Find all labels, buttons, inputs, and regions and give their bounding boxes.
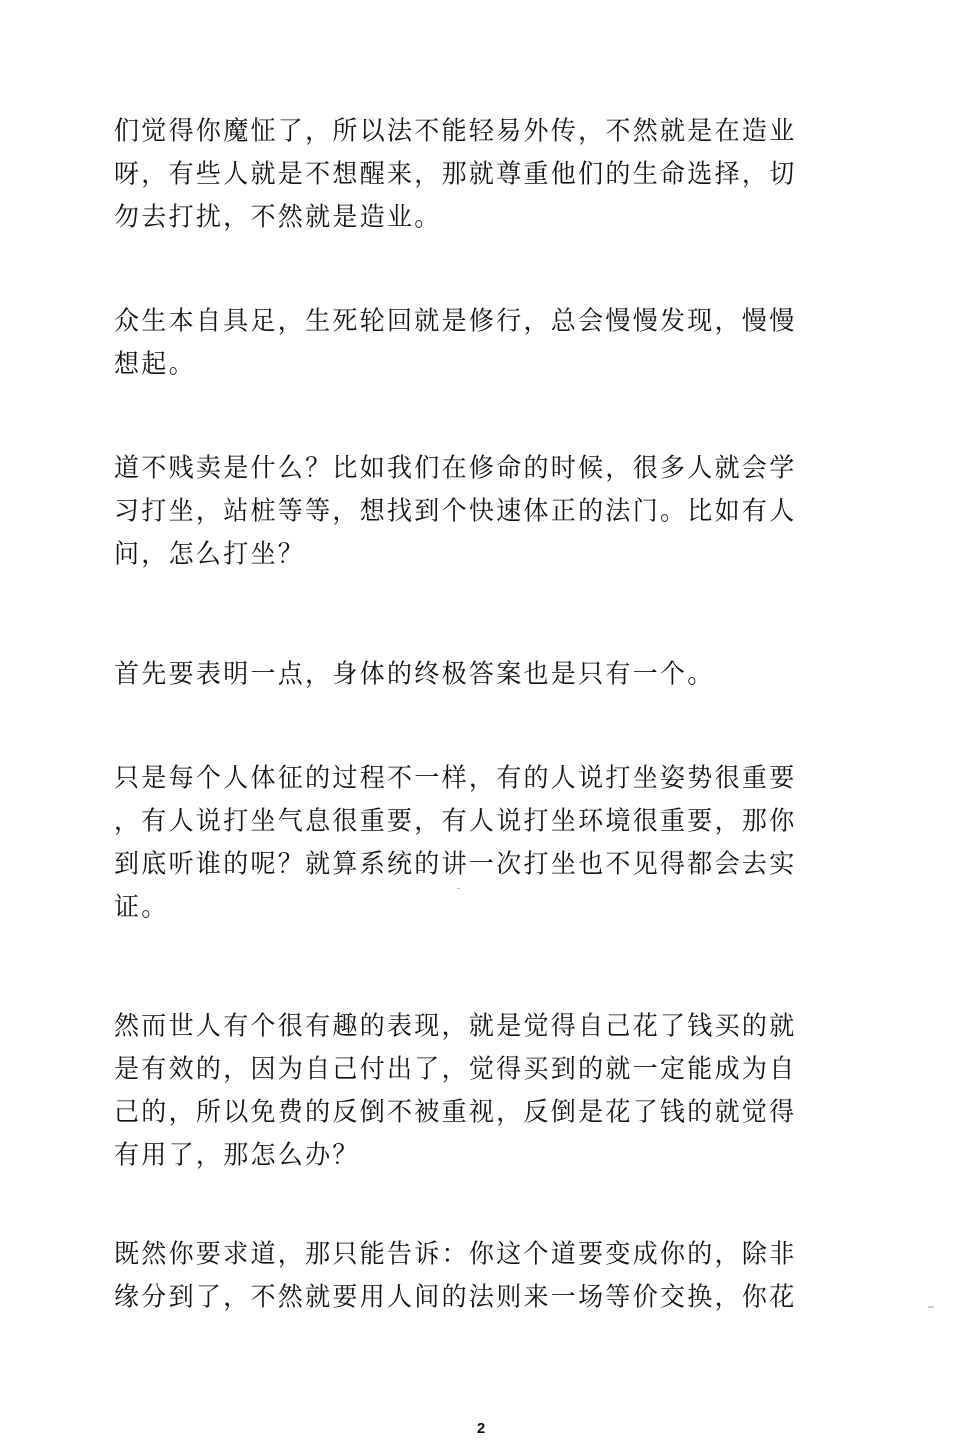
paragraph-2 bbox=[114, 299, 834, 385]
text-line: 到底听谁的呢？就算系统的讲一次打坐也不见得都会去实 bbox=[114, 848, 797, 879]
text-line: 有用了，那怎么办？ bbox=[114, 1139, 360, 1170]
text-line: 然而世人有个很有趣的表现，就是觉得自己花了钱买的就 bbox=[114, 1010, 797, 1041]
text-line: 呀，有些人就是不想醒来，那就尊重他们的生命选择，切 bbox=[114, 158, 797, 189]
text-line: 习打坐，站桩等等，想找到个快速体正的法门。比如有人 bbox=[114, 495, 797, 526]
paragraph-6 bbox=[114, 1004, 834, 1176]
text-line: 缘分到了，不然就要用人间的法则来一场等价交换，你花 bbox=[114, 1281, 797, 1312]
text-line: 问，怎么打坐？ bbox=[114, 538, 306, 569]
text-line: 是有效的，因为自己付出了，觉得买到的就一定能成为自 bbox=[114, 1053, 797, 1084]
text-line: 想起。 bbox=[114, 348, 196, 379]
text-line: 勿去打扰，不然就是造业。 bbox=[114, 201, 442, 232]
text-line: 证。 bbox=[114, 891, 169, 922]
text-line: 首先要表明一点，身体的终极答案也是只有一个。 bbox=[114, 658, 715, 689]
scan-artifact bbox=[928, 1306, 934, 1308]
paragraph-4 bbox=[114, 652, 834, 695]
paragraph-5 bbox=[114, 756, 834, 928]
paragraph-7 bbox=[114, 1232, 834, 1318]
page-number: 2 bbox=[476, 1420, 486, 1437]
text-line: 们觉得你魔怔了，所以法不能轻易外传，不然就是在造业 bbox=[114, 115, 797, 146]
text-line: 己的，所以免费的反倒不被重视，反倒是花了钱的就觉得 bbox=[114, 1096, 797, 1127]
scan-artifact bbox=[457, 888, 460, 889]
paragraph-1 bbox=[114, 109, 834, 238]
paragraph-3 bbox=[114, 446, 834, 575]
text-line: 既然你要求道，那只能告诉：你这个道要变成你的，除非 bbox=[114, 1238, 797, 1269]
text-line: ，有人说打坐气息很重要，有人说打坐环境很重要，那你 bbox=[114, 805, 797, 836]
text-line: 众生本自具足，生死轮回就是修行，总会慢慢发现，慢慢 bbox=[114, 305, 797, 336]
text-line: 只是每个人体征的过程不一样，有的人说打坐姿势很重要 bbox=[114, 762, 797, 793]
text-line: 道不贱卖是什么？比如我们在修命的时候，很多人就会学 bbox=[114, 452, 797, 483]
